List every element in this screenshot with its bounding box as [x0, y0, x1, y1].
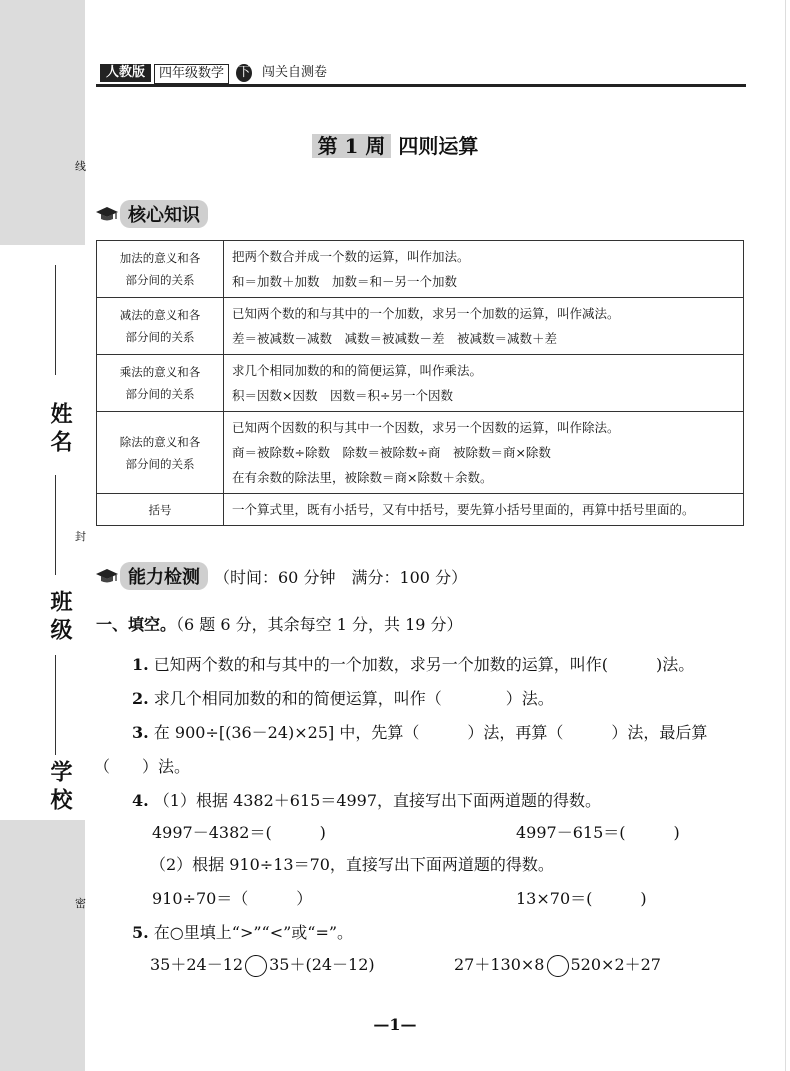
topic-line: 部分间的关系: [125, 273, 195, 287]
table-cell-topic: [97, 241, 224, 298]
class-label: 班级: [47, 590, 72, 646]
question-4-1b: 4997－615＝( ): [516, 823, 680, 842]
topic-line: 部分间的关系: [125, 330, 195, 344]
question-number: 5.: [132, 923, 149, 942]
volume-badge: 下: [237, 65, 251, 80]
expr-left: 27＋130×8: [454, 955, 545, 974]
core-knowledge-heading: [94, 200, 208, 228]
content-line: 求几个相同加数的和的简便运算，叫作乘法。: [232, 363, 483, 378]
cut-line-mark-mid: 封: [75, 530, 86, 543]
ability-test-heading: [94, 562, 467, 590]
question-4: [132, 788, 601, 811]
table-cell-content: [224, 412, 744, 494]
ability-test-title: 能力检测: [120, 562, 208, 590]
content-line: 已知两个因数的积与其中一个因数，求另一个因数的运算，叫作除法。: [232, 420, 620, 435]
core-knowledge-title: 核心知识: [120, 200, 208, 228]
question-number: 3.: [132, 723, 149, 742]
question-number: 2.: [132, 689, 149, 708]
content-line: 把两个数合并成一个数的运算，叫作加法。: [232, 249, 470, 264]
content-line: 在有余数的除法里，被除数＝商×除数＋余数。: [232, 470, 493, 485]
week-topic: 四则运算: [398, 134, 479, 158]
compare-circle-blank[interactable]: [245, 955, 267, 977]
cut-line-mark-bottom: 密: [75, 897, 86, 910]
page-number: —1—: [373, 1015, 417, 1034]
topic-line: 部分间的关系: [125, 387, 195, 401]
expr-right: 520×2＋27: [570, 955, 661, 974]
binding-white-band: [0, 245, 85, 820]
compare-circle-blank[interactable]: [547, 955, 569, 977]
table-row: [97, 412, 744, 494]
question-4-2: （2）根据 910÷13＝70，直接写出下面两道题的得数。: [150, 855, 554, 874]
knowledge-table: [96, 240, 744, 526]
question-text: 在○里填上“>”“<”或“=”。: [153, 923, 354, 942]
topic-line: 乘法的意义和各: [119, 365, 201, 379]
question-4-1a: 4997－4382＝( ): [152, 823, 326, 842]
week-number: 第 1 周: [312, 134, 392, 158]
school-label: 学校: [47, 760, 72, 816]
question-text: 在 900÷[(36－24)×25] 中，先算（ ）法，再算（ ）法，最后算: [153, 723, 708, 742]
question-4-2a: 910÷70＝（ ）: [152, 889, 313, 908]
topic-line: 减法的意义和各: [119, 308, 201, 322]
question-text: 已知两个数的和与其中的一个加数，求另一个加数的运算，叫作( )法。: [153, 655, 695, 674]
question-text: （1）根据 4382＋615＝4997，直接写出下面两道题的得数。: [153, 791, 602, 810]
topic-line: 加法的意义和各: [119, 251, 201, 265]
binding-margin: [0, 0, 85, 1071]
content-line: 积＝因数×因数 因数＝积÷另一个因数: [232, 388, 453, 403]
question-3-continued: （ ）法。: [94, 757, 191, 776]
class-blank-line[interactable]: [55, 475, 56, 575]
topic-line: 括号: [148, 502, 172, 517]
question-2: [132, 686, 554, 709]
table-cell-content: [224, 298, 744, 355]
expr-left: 35＋24－12: [150, 955, 244, 974]
section-heading: [96, 612, 463, 635]
question-5-a: [150, 952, 375, 977]
content-line: 一个算式里，既有小括号，又有中括号，要先算小括号里面的，再算中括号里面的。: [232, 502, 695, 517]
table-cell-topic: [97, 494, 224, 526]
content-line: 和＝加数＋加数 加数＝和－另一个加数: [232, 274, 458, 289]
question-1: [132, 652, 694, 675]
question-4-2b: 13×70＝( ): [516, 889, 647, 908]
question-5: [132, 920, 353, 943]
page-title: [0, 130, 790, 159]
table-row: [97, 494, 744, 526]
question-number: 1.: [132, 655, 149, 674]
page-edge: [785, 0, 786, 1071]
table-row: [97, 298, 744, 355]
header-bar: [96, 64, 746, 87]
content-line: 已知两个数的和与其中的一个加数，求另一个加数的运算，叫作减法。: [232, 306, 620, 321]
name-label: 姓名: [47, 402, 72, 458]
table-cell-topic: [97, 298, 224, 355]
table-cell-content: [224, 355, 744, 412]
content-line: 商＝被除数÷除数 除数＝被除数÷商 被除数＝商×除数: [232, 445, 551, 460]
school-blank-line[interactable]: [55, 655, 56, 755]
expr-right: 35＋(24－12): [269, 955, 375, 974]
content-line: 差＝被减数－减数 减数＝被减数－差 被减数＝减数＋差: [232, 331, 558, 346]
publisher-label: 人教版: [100, 64, 151, 82]
question-number: 4.: [132, 791, 149, 810]
table-row: [97, 355, 744, 412]
table-cell-content: [224, 494, 744, 526]
series-label: 闯关自测卷: [262, 65, 328, 80]
table-row: [97, 241, 744, 298]
test-meta: （时间：60 分钟 满分：100 分）: [214, 567, 468, 587]
question-5-b: [454, 952, 661, 977]
table-cell-topic: [97, 412, 224, 494]
topic-line: 部分间的关系: [125, 456, 195, 471]
table-cell-content: [224, 241, 744, 298]
question-3: [132, 720, 707, 743]
topic-line: 除法的意义和各: [119, 434, 201, 449]
section-title: 一、填空。: [96, 615, 177, 634]
graduation-cap-icon: [94, 567, 120, 585]
grade-label: 四年级数学: [154, 64, 229, 84]
question-text: 求几个相同加数的和的简便运算，叫作（ ）法。: [153, 689, 554, 708]
section-note: （6 题 6 分，其余每空 1 分，共 19 分）: [176, 615, 463, 634]
name-blank-line[interactable]: [55, 265, 56, 375]
table-cell-topic: [97, 355, 224, 412]
cut-line-mark-top: 线: [75, 160, 86, 173]
graduation-cap-icon: [94, 205, 120, 223]
